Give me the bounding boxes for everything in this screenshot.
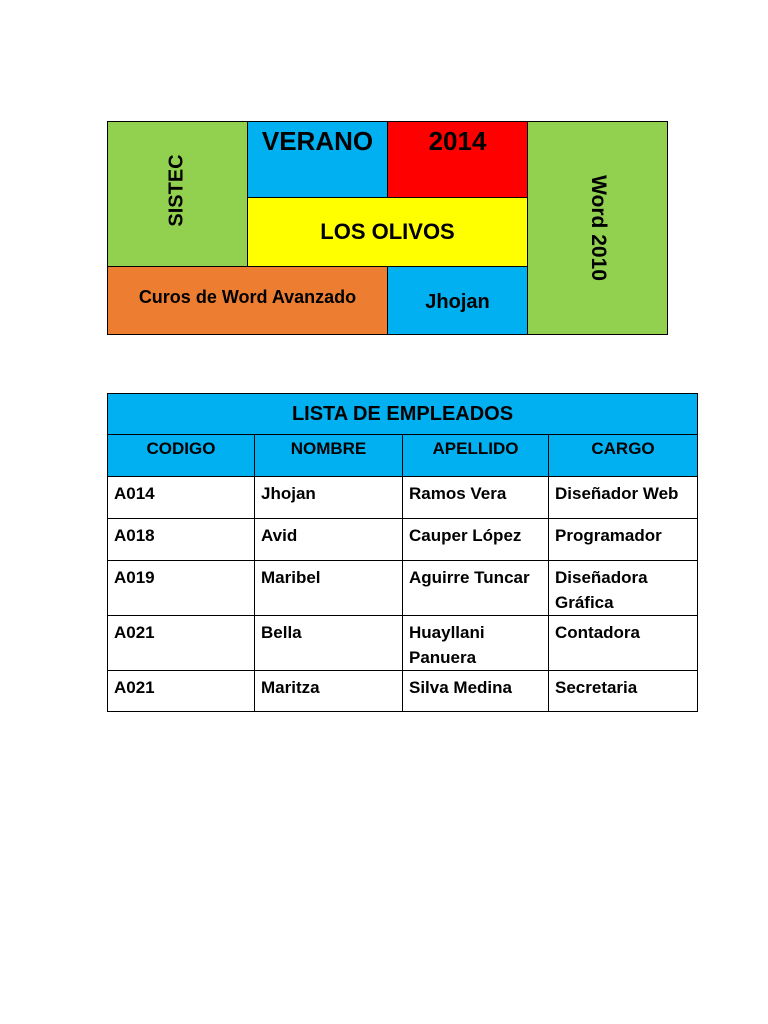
year-cell [387, 121, 528, 198]
employee-table [107, 393, 698, 712]
cell-cargo: Secretaria [549, 671, 698, 712]
year-label: 2014 [428, 126, 487, 156]
table-header-row [108, 435, 698, 477]
cell-apellido: Silva Medina [403, 671, 549, 712]
place-label: LOS OLIVOS [320, 219, 455, 244]
cell-codigo: A019 [108, 561, 255, 616]
cell-cargo: Programador [549, 519, 698, 561]
cell-nombre: Maritza [255, 671, 403, 712]
table-row [108, 519, 698, 561]
table-row [108, 616, 698, 671]
table-row [108, 561, 698, 616]
table-row [108, 477, 698, 519]
cell-cargo: Diseñadora Gráfica [549, 561, 698, 616]
sistec-cell [107, 121, 248, 267]
place-cell [247, 197, 528, 267]
cell-codigo: A021 [108, 616, 255, 671]
header-codigo: CODIGO [108, 435, 255, 477]
header-cargo: CARGO [549, 435, 698, 477]
table-title-row [108, 394, 698, 435]
table-title: LISTA DE EMPLEADOS [108, 394, 698, 435]
cell-nombre: Avid [255, 519, 403, 561]
cell-nombre: Bella [255, 616, 403, 671]
season-cell [247, 121, 388, 198]
header-banner [107, 121, 667, 334]
header-apellido: APELLIDO [403, 435, 549, 477]
sistec-label: SISTEC [166, 153, 188, 227]
header-nombre: NOMBRE [255, 435, 403, 477]
cell-codigo: A021 [108, 671, 255, 712]
cell-apellido: Cauper López [403, 519, 549, 561]
cell-apellido: Aguirre Tuncar [403, 561, 549, 616]
cell-codigo: A018 [108, 519, 255, 561]
table-row [108, 671, 698, 712]
cell-apellido: Huayllani Panuera [403, 616, 549, 671]
season-label: VERANO [261, 126, 374, 156]
cell-codigo: A014 [108, 477, 255, 519]
name-cell [387, 266, 528, 335]
course-label: Curos de Word Avanzado [138, 287, 357, 307]
software-label: Word 2010 [586, 175, 610, 281]
course-cell [107, 266, 388, 335]
cell-nombre: Jhojan [255, 477, 403, 519]
cell-apellido: Ramos Vera [403, 477, 549, 519]
cell-cargo: Diseñador Web [549, 477, 698, 519]
software-cell [527, 121, 668, 335]
name-label: Jhojan [425, 291, 490, 313]
cell-nombre: Maribel [255, 561, 403, 616]
cell-cargo: Contadora [549, 616, 698, 671]
